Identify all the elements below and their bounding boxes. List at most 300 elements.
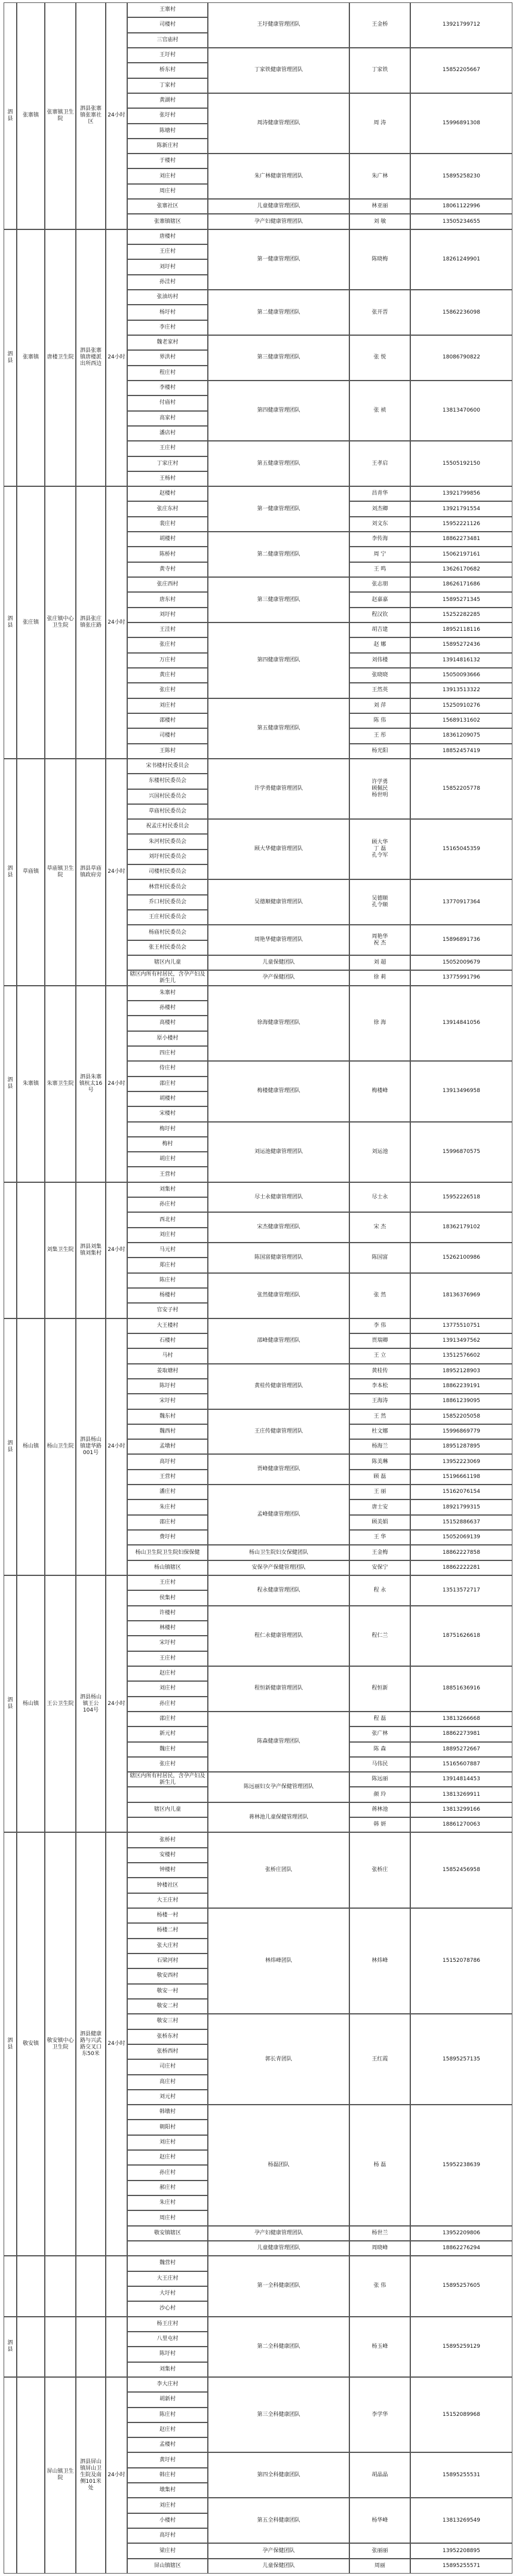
village-cell: 新元村	[127, 1726, 208, 1741]
village-cell: 张寨镇辖区	[127, 214, 208, 229]
leader-cell: 王 华	[349, 1530, 410, 1545]
village-cell: 辖区内儿童	[127, 955, 208, 970]
section-hours: 24小时	[106, 486, 127, 759]
team-cell: 第二全科健康团队	[208, 2317, 349, 2377]
section-institution: 唐楼卫生院	[45, 229, 76, 486]
village-cell: 侯集村	[127, 1590, 208, 1605]
village-cell: 王庄村	[127, 1651, 208, 1666]
village-cell: 石楼村	[127, 1333, 208, 1348]
village-cell: 敬安西村	[127, 1968, 208, 1983]
team-cell: 王庄传健康管理团队	[208, 1409, 349, 1455]
village-cell: 朱庄村	[127, 1499, 208, 1514]
village-cell: 杨楼村	[127, 1288, 208, 1303]
team-cell: 张然健康管理团队	[208, 1273, 349, 1318]
village-cell: 魏庄村	[127, 1742, 208, 1757]
section-hours: 24小时	[106, 2, 127, 229]
phone-cell: 13952209806	[410, 2226, 512, 2241]
village-cell: 林楼村	[127, 1621, 208, 1636]
village-cell: 杨楼二村	[127, 1923, 208, 1938]
leader-cell: 周 宁	[349, 547, 410, 562]
phone-cell: 18626171686	[410, 577, 512, 592]
team-cell: 第五全科健康团队	[208, 2498, 349, 2543]
village-cell: 高家村	[127, 411, 208, 426]
village-cell: 胡新村	[127, 2392, 208, 2407]
village-cell: 乔口村民委员会	[127, 895, 208, 910]
leader-cell: 李学华	[349, 2377, 410, 2453]
leader-cell: 梅楼峰	[349, 1061, 410, 1121]
section-town: 张寨镇	[17, 229, 45, 486]
village-cell: 李楼村	[127, 381, 208, 395]
leader-cell: 赵嘉嘉	[349, 592, 410, 607]
village-cell: 高庄村	[127, 2075, 208, 2090]
leader-cell: 顾大华 丁 磊 孔令军	[349, 819, 410, 879]
section-hours	[106, 2256, 127, 2316]
village-cell: 刘集村	[127, 1182, 208, 1197]
phone-cell: 13813266668	[410, 1712, 512, 1726]
leader-cell: 丁家铁	[349, 48, 410, 93]
phone-cell: 18861270063	[410, 1817, 512, 1832]
leader-cell: 刘 敏	[349, 214, 410, 229]
leader-cell: 安保宁	[349, 1560, 410, 1575]
section-county: 泗县	[4, 1318, 17, 1575]
phone-cell: 18862276294	[410, 2241, 512, 2256]
leader-cell: 顾美娟	[349, 1515, 410, 1530]
village-cell: 辖区内所有村居民，含孕产妇及新生儿	[127, 970, 208, 985]
village-cell: 张寨社区	[127, 199, 208, 214]
team-cell: 第一健康管理团队	[208, 229, 349, 290]
team-cell: 顾大华健康管理团队	[208, 819, 349, 879]
village-cell: 小楼村	[127, 2513, 208, 2528]
section-address: 泗县屏山镇屏山卫生院及南侧101米处	[76, 2377, 106, 2574]
section-hours: 24小时	[106, 1318, 127, 1575]
team-cell: 孕产妇健康管理团队	[208, 214, 349, 229]
leader-cell: 杨玉峰	[349, 2317, 410, 2377]
village-cell: 林营村民委员会	[127, 879, 208, 894]
phone-cell: 13813269549	[410, 2498, 512, 2543]
village-cell: 孟墩村	[127, 1439, 208, 1454]
phone-cell: 18136376969	[410, 1273, 512, 1318]
village-cell: 胡楼村	[127, 532, 208, 547]
phone-cell: 18061122996	[410, 199, 512, 214]
phone-cell: 15252282285	[410, 608, 512, 622]
village-cell: 东楼村民委员会	[127, 774, 208, 789]
phone-cell: 13921791554	[410, 501, 512, 516]
phone-cell: 13913497562	[410, 1333, 512, 1348]
village-cell: 梅村	[127, 1137, 208, 1152]
village-cell: 官安子村	[127, 1303, 208, 1318]
village-cell: 杨山镇辖区	[127, 1560, 208, 1575]
phone-cell: 18862273981	[410, 1726, 512, 1741]
phone-cell: 15052069139	[410, 1530, 512, 1545]
village-cell: 八里屯村	[127, 2332, 208, 2347]
village-cell: 韩墩村	[127, 2105, 208, 2120]
team-cell: 第三全科健康团队	[208, 2377, 349, 2453]
village-cell: 沙心村	[127, 2301, 208, 2316]
leader-cell: 杜文娜	[349, 1424, 410, 1439]
section-institution: 杨山卫生院	[45, 1318, 76, 1575]
village-cell: 张桥东村	[127, 2029, 208, 2044]
team-cell: 第四健康管理团队	[208, 622, 349, 698]
team-cell: 周艳华健康管理团队	[208, 925, 349, 955]
village-cell: 刘庄村	[127, 168, 208, 183]
village-cell: 张庄村	[127, 1757, 208, 1772]
village-cell: 陈圩村	[127, 1379, 208, 1394]
phone-cell: 15895257605	[410, 2256, 512, 2316]
village-cell: 张庄村	[127, 683, 208, 698]
village-cell: 司庄村	[127, 2059, 208, 2074]
village-cell: 陈桥村	[127, 547, 208, 562]
phone-cell: 15165607887	[410, 1757, 512, 1772]
village-cell: 赵庄村	[127, 2422, 208, 2437]
section-hours: 24小时	[106, 2377, 127, 2574]
leader-cell: 林炜峰	[349, 1908, 410, 2014]
village-cell: 孟楼村	[127, 2437, 208, 2452]
phone-cell: 15152078786	[410, 1908, 512, 2014]
phone-cell: 15895257135	[410, 2014, 512, 2105]
phone-cell: 13813470600	[410, 381, 512, 441]
village-cell: 张圩村	[127, 108, 208, 123]
leader-cell: 王孝启	[349, 441, 410, 486]
leader-cell: 王红霞	[349, 2014, 410, 2105]
village-cell: 马元村	[127, 1243, 208, 1258]
phone-cell: 15996869779	[410, 1424, 512, 1439]
team-cell: 许学勇健康管理团队	[208, 759, 349, 819]
village-cell: 敬安一村	[127, 1984, 208, 1999]
village-cell: 黄庄村	[127, 668, 208, 683]
village-cell: 大圩村	[127, 2286, 208, 2301]
leader-cell: 程恒新	[349, 1666, 410, 1712]
phone-cell: 13913513322	[410, 683, 512, 698]
leader-cell: 王 然	[349, 1409, 410, 1424]
phone-cell: 15895255571	[410, 2559, 512, 2574]
team-cell: 孕产保健团队	[208, 2543, 349, 2558]
section-hours: 24小时	[106, 1575, 127, 1832]
village-cell: 许楼村	[127, 1606, 208, 1621]
section-institution: 草庙镇卫生院	[45, 759, 76, 986]
leader-cell: 王 鸣	[349, 562, 410, 577]
village-cell: 王庄村民委员会	[127, 910, 208, 925]
village-cell: 魏老家村	[127, 335, 208, 350]
leader-cell: 朱广林	[349, 154, 410, 199]
leader-cell: 蒋林池	[349, 1802, 410, 1817]
village-cell: 于楼村	[127, 154, 208, 168]
village-cell: 韩庄村	[127, 2468, 208, 2483]
section-institution: 张寨镇卫生院	[45, 2, 76, 229]
village-cell: 王杨村	[127, 471, 208, 486]
village-cell: 马村	[127, 1348, 208, 1363]
village-cell: 钟楼社区	[127, 1878, 208, 1893]
village-cell: 墩集村	[127, 2483, 208, 2498]
phone-cell: 18951287895	[410, 1439, 512, 1454]
village-cell: 周庄村	[127, 2210, 208, 2225]
village-cell: 李庄村	[127, 320, 208, 335]
leader-cell: 马伟民	[349, 1757, 410, 1772]
leader-cell: 胡吉建	[349, 622, 410, 637]
phone-cell: 15852205778	[410, 759, 512, 819]
village-cell: 屏山镇辖区	[127, 2559, 208, 2574]
section-county: 泗县	[4, 759, 17, 986]
team-cell: 安保孕产保健管理团队	[208, 1560, 349, 1575]
team-cell: 邵峰健康管理团队	[208, 1318, 349, 1364]
team-cell: 第四全科健康团队	[208, 2452, 349, 2498]
village-cell: 大王楼村	[127, 1318, 208, 1333]
village-cell: 刘圩村	[127, 608, 208, 622]
phone-cell: 15996891308	[410, 93, 512, 154]
team-cell: 程永健康管理团队	[208, 1575, 349, 1606]
phone-cell: 13914814453	[410, 1772, 512, 1787]
section-town: 张寨镇	[17, 2, 45, 229]
team-cell: 杨磊团队	[208, 2105, 349, 2226]
leader-cell: 刘 萍	[349, 698, 410, 713]
section-town: 张庄镇	[17, 486, 45, 759]
phone-cell: 18952118116	[410, 622, 512, 637]
village-cell: 姜取塘村	[127, 1364, 208, 1379]
leader-cell: 陈美琳	[349, 1454, 410, 1469]
phone-cell: 13813299166	[410, 1802, 512, 1817]
phone-cell: 15895271345	[410, 592, 512, 607]
village-cell: 张王村民委员会	[127, 940, 208, 955]
leader-cell: 王 彤	[349, 728, 410, 743]
leader-cell: 张开晋	[349, 290, 410, 335]
section-institution	[45, 2256, 76, 2316]
team-cell: 陈森健康管理团队	[208, 1712, 349, 1772]
village-cell: 黄圩村	[127, 2452, 208, 2467]
village-cell: 王寨村	[127, 2, 208, 17]
phone-cell: 13921799856	[410, 486, 512, 501]
team-cell: 孕产保健团队	[208, 970, 349, 985]
leader-cell: 周丽	[349, 2559, 410, 2574]
village-cell: 黄寺村	[127, 562, 208, 577]
phone-cell: 18261249901	[410, 229, 512, 290]
section-institution: 敬安镇中心卫生院	[45, 1832, 76, 2256]
village-cell: 辖区内所有村居民，含孕产妇及新生儿	[127, 1772, 208, 1787]
village-cell: 王营村	[127, 1167, 208, 1182]
village-cell: 张桥西村	[127, 2044, 208, 2059]
section-town: 杨山镇	[17, 1575, 45, 1832]
team-cell: 第五健康管理团队	[208, 698, 349, 759]
phone-cell: 13913496958	[410, 1061, 512, 1121]
village-cell: 郑庄村	[127, 1258, 208, 1272]
village-cell: 邵庄村	[127, 1515, 208, 1530]
village-cell: 高圩村	[127, 1454, 208, 1469]
village-cell: 桥东村	[127, 63, 208, 78]
leader-cell: 胡晶晶	[349, 2452, 410, 2498]
phone-cell: 18086790822	[410, 335, 512, 381]
phone-cell: 13775991796	[410, 970, 512, 985]
team-cell: 贾峰健康管理团队	[208, 1454, 349, 1485]
section-county	[4, 2377, 17, 2574]
phone-cell: 13921799712	[410, 2, 512, 48]
section-town	[17, 1182, 45, 1318]
leader-cell: 陈国富	[349, 1243, 410, 1273]
team-cell: 徐海健康管理团队	[208, 986, 349, 1062]
team-cell: 陈远丽妇女孕产保健管理团队	[208, 1772, 349, 1802]
phone-cell: 15250910276	[410, 698, 512, 713]
leader-cell: 杨世兰	[349, 2226, 410, 2241]
section-address: 泗县草庙镇政府旁	[76, 759, 106, 986]
village-cell: 陈新庄村	[127, 139, 208, 154]
section-town	[17, 2256, 45, 2316]
phone-cell: 15895272436	[410, 637, 512, 652]
section-institution: 屏山镇卫生院	[45, 2377, 76, 2574]
team-cell: 孕产妇健康管理团队	[208, 2226, 349, 2241]
village-cell: 宋书楼村民委员会	[127, 759, 208, 774]
leader-cell: 程汉钦	[349, 608, 410, 622]
leader-cell: 刘文东	[349, 517, 410, 532]
team-cell: 第四健康管理团队	[208, 381, 349, 441]
section-institution: 朱寨卫生院	[45, 986, 76, 1182]
leader-cell: 宋 杰	[349, 1212, 410, 1243]
leader-cell: 张 然	[349, 1273, 410, 1318]
leader-cell: 张志朋	[349, 577, 410, 592]
village-cell: 邵楼村	[127, 713, 208, 728]
village-cell: 张桥村	[127, 1832, 208, 1847]
leader-cell: 王 丽	[349, 1485, 410, 1499]
section-address: 泗县朱寨镇杭太16号	[76, 986, 106, 1182]
village-cell: 敬安三村	[127, 2014, 208, 2029]
section-address: 泗县刘集镇刘集村	[76, 1182, 106, 1318]
phone-cell: 18921799315	[410, 1499, 512, 1514]
phone-cell: 15896891736	[410, 925, 512, 955]
team-cell: 儿童健康管理团队	[208, 2241, 349, 2256]
village-cell: 安楼村	[127, 1848, 208, 1863]
phone-cell: 15505192150	[410, 441, 512, 486]
village-cell: 钟楼村	[127, 1863, 208, 1878]
section-institution: 王公卫生院	[45, 1575, 76, 1832]
village-cell: 孙庄村	[127, 1197, 208, 1212]
village-cell: 邵庄村	[127, 1712, 208, 1726]
team-cell: 儿童保健团队	[208, 2559, 349, 2574]
team-cell: 陈国富健康管理团队	[208, 1243, 349, 1273]
village-cell: 王庄村	[127, 441, 208, 456]
village-cell: 刘庄村	[127, 2135, 208, 2150]
section-address: 泗县张庄镇张庄路	[76, 486, 106, 759]
leader-cell: 杨光阳	[349, 744, 410, 759]
leader-cell: 程 永	[349, 1575, 410, 1606]
team-cell: 第三健康管理团队	[208, 577, 349, 622]
village-cell: 杨山卫生院卫生院妇保保健	[127, 1545, 208, 1560]
phone-cell: 13952208895	[410, 2543, 512, 2558]
village-cell: 宋楼村	[127, 1106, 208, 1121]
phone-cell: 18952128903	[410, 1364, 512, 1379]
village-cell: 王洼村	[127, 622, 208, 637]
village-cell: 周庄村	[127, 184, 208, 199]
leader-cell: 周晓峰	[349, 2241, 410, 2256]
phone-cell: 13770917364	[410, 879, 512, 925]
village-cell: 杨王庄村	[127, 2317, 208, 2332]
leader-cell: 杨 磊	[349, 2105, 410, 2226]
village-cell: 石梁河村	[127, 1954, 208, 1968]
phone-cell: 13952223069	[410, 1454, 512, 1469]
village-cell: 唐东村	[127, 592, 208, 607]
section-county: 泗县	[4, 2, 17, 229]
village-cell: 丁家村	[127, 78, 208, 93]
village-cell: 张庄西村	[127, 577, 208, 592]
village-cell: 邵庄村	[127, 1077, 208, 1091]
village-cell: 张庄东村	[127, 501, 208, 516]
village-cell: 西北村	[127, 1212, 208, 1227]
leader-cell: 程 磊	[349, 1712, 410, 1726]
section-county	[4, 1182, 17, 1318]
village-cell: 陈庄村	[127, 1273, 208, 1288]
phone-cell: 13775510751	[410, 1318, 512, 1333]
section-town: 朱寨镇	[17, 986, 45, 1182]
team-cell: 第五健康管理团队	[208, 441, 349, 486]
village-cell: 杨庙村民委员会	[127, 925, 208, 940]
village-cell: 朱庄村	[127, 2195, 208, 2210]
village-cell: 刘庄村	[127, 698, 208, 713]
village-cell: 辖区内儿童	[127, 1802, 208, 1817]
leader-cell: 昌青华	[349, 486, 410, 501]
leader-cell: 李本松	[349, 1379, 410, 1394]
phone-cell: 13513572717	[410, 1575, 512, 1606]
leader-cell: 刘运池	[349, 1122, 410, 1182]
phone-cell: 15152089968	[410, 2377, 512, 2453]
leader-cell: 贾瑞卿	[349, 1333, 410, 1348]
phone-cell: 13914841056	[410, 986, 512, 1062]
phone-cell: 13626170682	[410, 562, 512, 577]
phone-cell: 15952238639	[410, 2105, 512, 2226]
section-county: 泗县	[4, 486, 17, 759]
phone-cell: 18862222281	[410, 1560, 512, 1575]
phone-cell: 18862227858	[410, 1545, 512, 1560]
village-cell: 原小楼村	[127, 1031, 208, 1046]
village-cell: 魏东村	[127, 1409, 208, 1424]
leader-cell: 林亚丽	[349, 199, 410, 214]
section-address: 泗县健康路与兴武路交叉口东50米	[76, 1832, 106, 2256]
village-cell: 界洪村	[127, 350, 208, 365]
team-cell: 王圩健康管理团队	[208, 2, 349, 48]
leader-cell: 陈 森	[349, 1742, 410, 1757]
village-cell: 王营村	[127, 1470, 208, 1485]
team-cell: 郭长青团队	[208, 2014, 349, 2105]
village-cell: 陈庄村	[127, 2408, 208, 2422]
leader-cell: 黄桂传	[349, 1364, 410, 1379]
village-cell: 潘店村	[127, 426, 208, 441]
village-cell: 刘庄村	[127, 1681, 208, 1696]
section-address	[76, 2256, 106, 2316]
village-cell: 朝阳村	[127, 2120, 208, 2135]
village-cell: 郝庄村	[127, 2181, 208, 2195]
village-cell	[127, 2241, 208, 2256]
village-cell: 刘圩村	[127, 259, 208, 274]
team-cell: 丁家铁健康管理团队	[208, 48, 349, 93]
village-cell: 万庄村	[127, 653, 208, 668]
village-cell: 赵庄村	[127, 1666, 208, 1681]
phone-cell: 15165045359	[410, 819, 512, 879]
team-cell: 儿童保健团队	[208, 955, 349, 970]
village-cell: 唐楼村	[127, 229, 208, 244]
leader-cell: 李传海	[349, 532, 410, 547]
village-cell: 刘元村	[127, 2090, 208, 2105]
section-hours: 24小时	[106, 1182, 127, 1318]
leader-cell: 李 伟	[349, 1318, 410, 1333]
village-cell: 王圩村	[127, 48, 208, 63]
village-cell	[127, 1817, 208, 1832]
section-hours: 24小时	[106, 759, 127, 986]
village-cell: 敬安二村	[127, 1999, 208, 2014]
village-cell: 高楼村	[127, 1016, 208, 1031]
leader-cell: 唐士安	[349, 1499, 410, 1514]
phone-cell: 15895255531	[410, 2452, 512, 2498]
village-cell: 宋圩村	[127, 1636, 208, 1651]
leader-cell: 刘伟楼	[349, 653, 410, 668]
leader-cell: 张丽丽	[349, 2543, 410, 2558]
leader-cell: 张晓晓	[349, 668, 410, 683]
section-town	[17, 2317, 45, 2377]
village-cell: 赵楼村	[127, 486, 208, 501]
village-cell: 潘庄村	[127, 1485, 208, 1499]
